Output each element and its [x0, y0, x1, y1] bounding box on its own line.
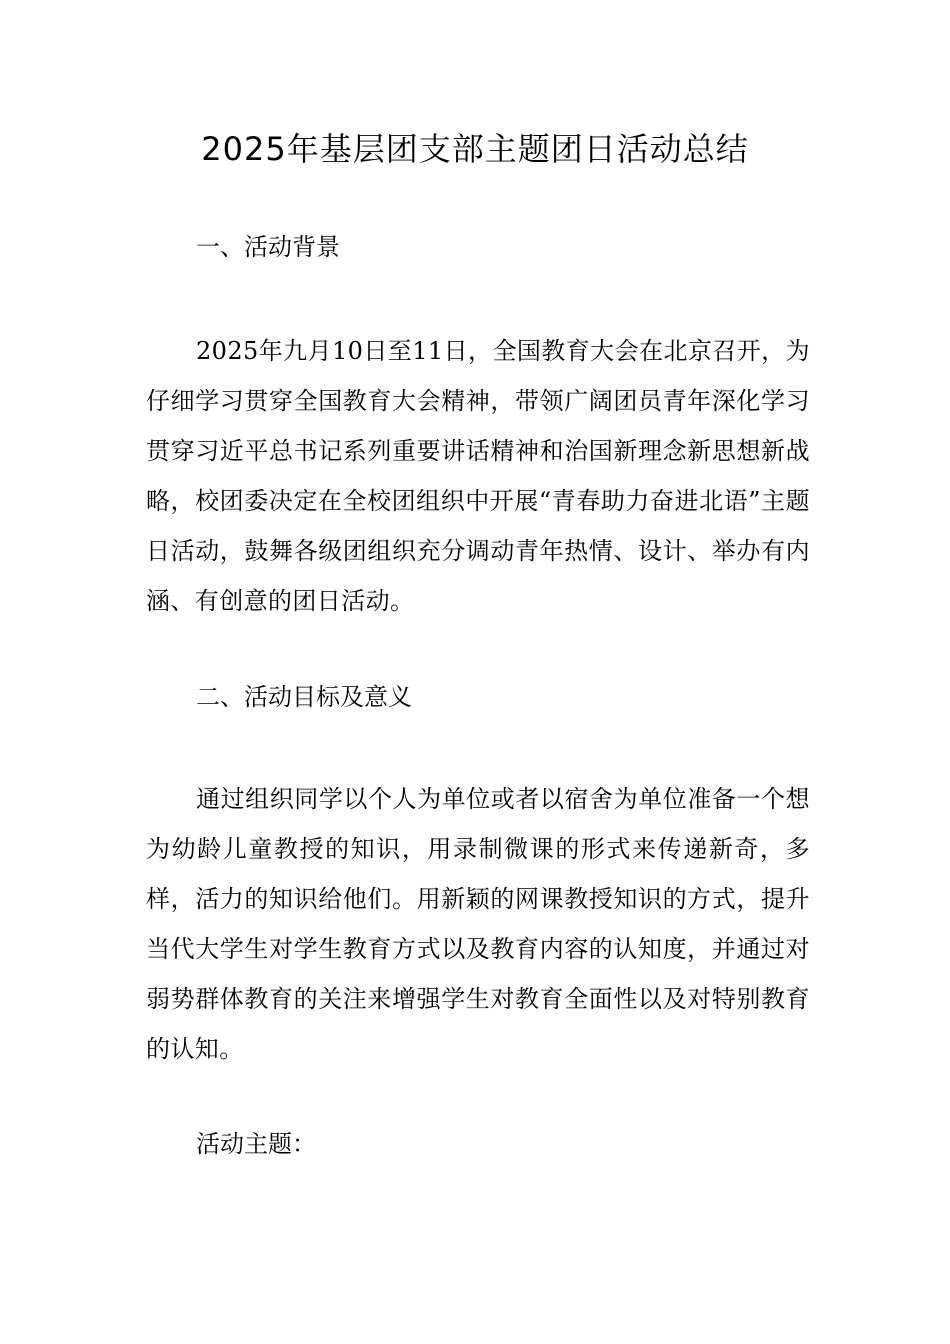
section-heading-background: 一、活动背景	[196, 233, 340, 261]
section-body-background: 2025年九月10日至11日，全国教育大会在北京召开，为仔细学习贯穿全国教育大会精神，带领广阔团员青年深化学习贯穿习近平总书记系列重要讲话精神和治国新理念新思想新战略，校团委决定在全校团组织中开展“青春助力奋进北语”主题日活动，鼓舞各级团组织充分调动青年热情、设计、举办有内涵、有创意的团日活动。	[146, 337, 810, 615]
section-heading-goals: 二、活动目标及意义	[196, 683, 412, 711]
section-heading-theme: 活动主题：	[196, 1130, 316, 1158]
section-body-goals: 通过组织同学以个人为单位或者以宿舍为单位准备一个想为幼龄儿童教授的知识，用录制微课的形式来传递新奇，多样，活力的知识给他们。用新颖的网课教授知识的方式，提升当代大学生对学生教育方式以及教育内容的认知度，并通过对弱势群体教育的关注来增强学生对教育全面性以及对特别教育的认知。	[146, 785, 810, 1063]
document-title: 2025年基层团支部主题团日活动总结	[201, 130, 749, 168]
